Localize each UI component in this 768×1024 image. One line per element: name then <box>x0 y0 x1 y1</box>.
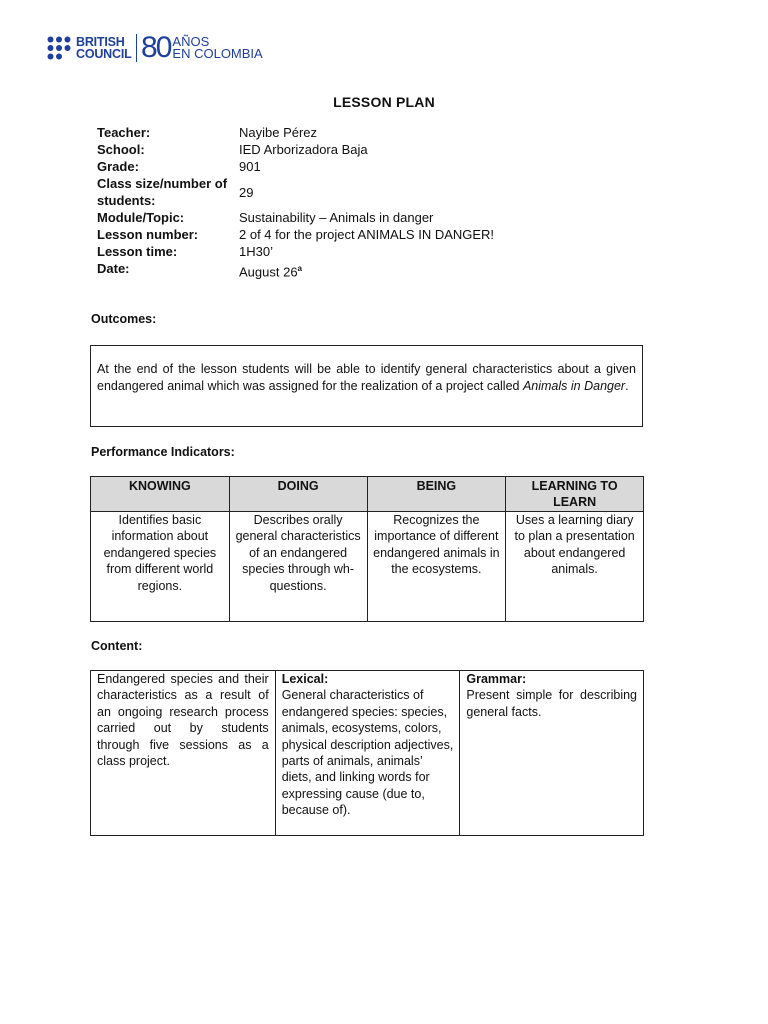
info-row-teacher <box>97 124 494 141</box>
outcomes-end: . <box>625 379 629 393</box>
info-row-lesson-number <box>97 226 494 243</box>
performance-heading: Performance Indicators: <box>91 445 235 459</box>
logo-anniversary-number: 80 <box>141 31 171 64</box>
date-text: August 26 <box>239 264 298 280</box>
header-doing: DOING <box>229 477 367 512</box>
info-label: Teacher: <box>97 125 151 140</box>
date-superscript: a <box>297 264 302 273</box>
content-table <box>90 670 644 836</box>
header-learning-to-learn: LEARNING TO LEARN <box>506 477 644 512</box>
info-value: IED Arborizadora Baja <box>239 142 368 157</box>
info-value: Nayibe Pérez <box>239 125 318 140</box>
info-value: 1H30’ <box>239 244 273 259</box>
lexical-title: Lexical: <box>281 672 329 686</box>
cell-doing: Describes orally general characteristics of an endangered species through wh-questions. <box>229 512 367 622</box>
british-council-logo <box>46 33 263 63</box>
logo-line-3: AÑOS <box>172 33 210 49</box>
content-lexical-cell <box>275 671 460 836</box>
outcomes-text: At the end of the lesson students will be able to identify general characteristics about a given endangered animal which was assigned for the realization of a project called <box>97 362 636 393</box>
logo-anniversary-text <box>172 33 263 61</box>
grammar-text: Present simple for describing general facts. <box>466 688 637 719</box>
outcomes-italic: Animals in Danger <box>522 379 626 393</box>
info-label: School: <box>97 142 145 157</box>
info-row-class-size <box>97 175 494 209</box>
info-label: Module/Topic: <box>97 210 185 225</box>
info-value: 29 <box>239 184 254 200</box>
cell-being: Recognizes the importance of different endangered animals in the ecosystems. <box>367 512 506 622</box>
table-row <box>91 512 644 622</box>
info-row-school <box>97 141 494 158</box>
page-title: LESSON PLAN <box>333 94 435 110</box>
info-value <box>239 260 302 280</box>
outcomes-box <box>90 345 643 427</box>
logo-line-1: BRITISH <box>76 35 125 49</box>
outcomes-heading: Outcomes: <box>91 312 157 326</box>
header-being: BEING <box>367 477 506 512</box>
grammar-title: Grammar: <box>466 672 527 686</box>
cell-learning-to-learn: Uses a learning diary to plan a presentation about endangered animals. <box>506 512 644 622</box>
performance-table <box>90 476 644 622</box>
info-value: Sustainability – Animals in danger <box>239 210 434 225</box>
table-row <box>91 671 644 836</box>
logo-line-2: COUNCIL <box>76 47 132 61</box>
content-grammar-cell <box>460 671 644 836</box>
info-label: Date: <box>97 261 130 276</box>
lexical-text: General characteristics of endangered species: species, animals, ecosystems, colors, physical description adjectives, parts of animals, animals’ diets, and linking words for expressing cause (due to, because of). <box>281 688 454 818</box>
info-label: Grade: <box>97 159 139 174</box>
british-council-dots-icon <box>46 35 72 61</box>
info-row-grade <box>97 158 494 175</box>
logo-line-4: EN COLOMBIA <box>172 46 263 61</box>
info-row-date <box>97 260 494 280</box>
content-description: Endangered species and their characteristics as a result of an ongoing research process carried out by students through five sessions as a class project. <box>91 671 276 836</box>
cell-knowing: Identifies basic information about endangered species from different world regions. <box>91 512 230 622</box>
logo-wordmark <box>76 36 132 60</box>
info-label: Lesson number: <box>97 227 199 242</box>
lesson-info <box>97 124 494 280</box>
info-label: Lesson time: <box>97 244 178 259</box>
table-header-row <box>91 477 644 512</box>
info-row-lesson-time <box>97 243 494 260</box>
info-row-module <box>97 209 494 226</box>
info-value: 2 of 4 for the project ANIMALS IN DANGER! <box>239 227 495 242</box>
info-value: 901 <box>239 159 261 174</box>
header-knowing: KNOWING <box>91 477 230 512</box>
logo-divider <box>136 34 138 62</box>
content-heading: Content: <box>91 639 143 653</box>
info-label: Class size/number of students: <box>97 176 228 208</box>
